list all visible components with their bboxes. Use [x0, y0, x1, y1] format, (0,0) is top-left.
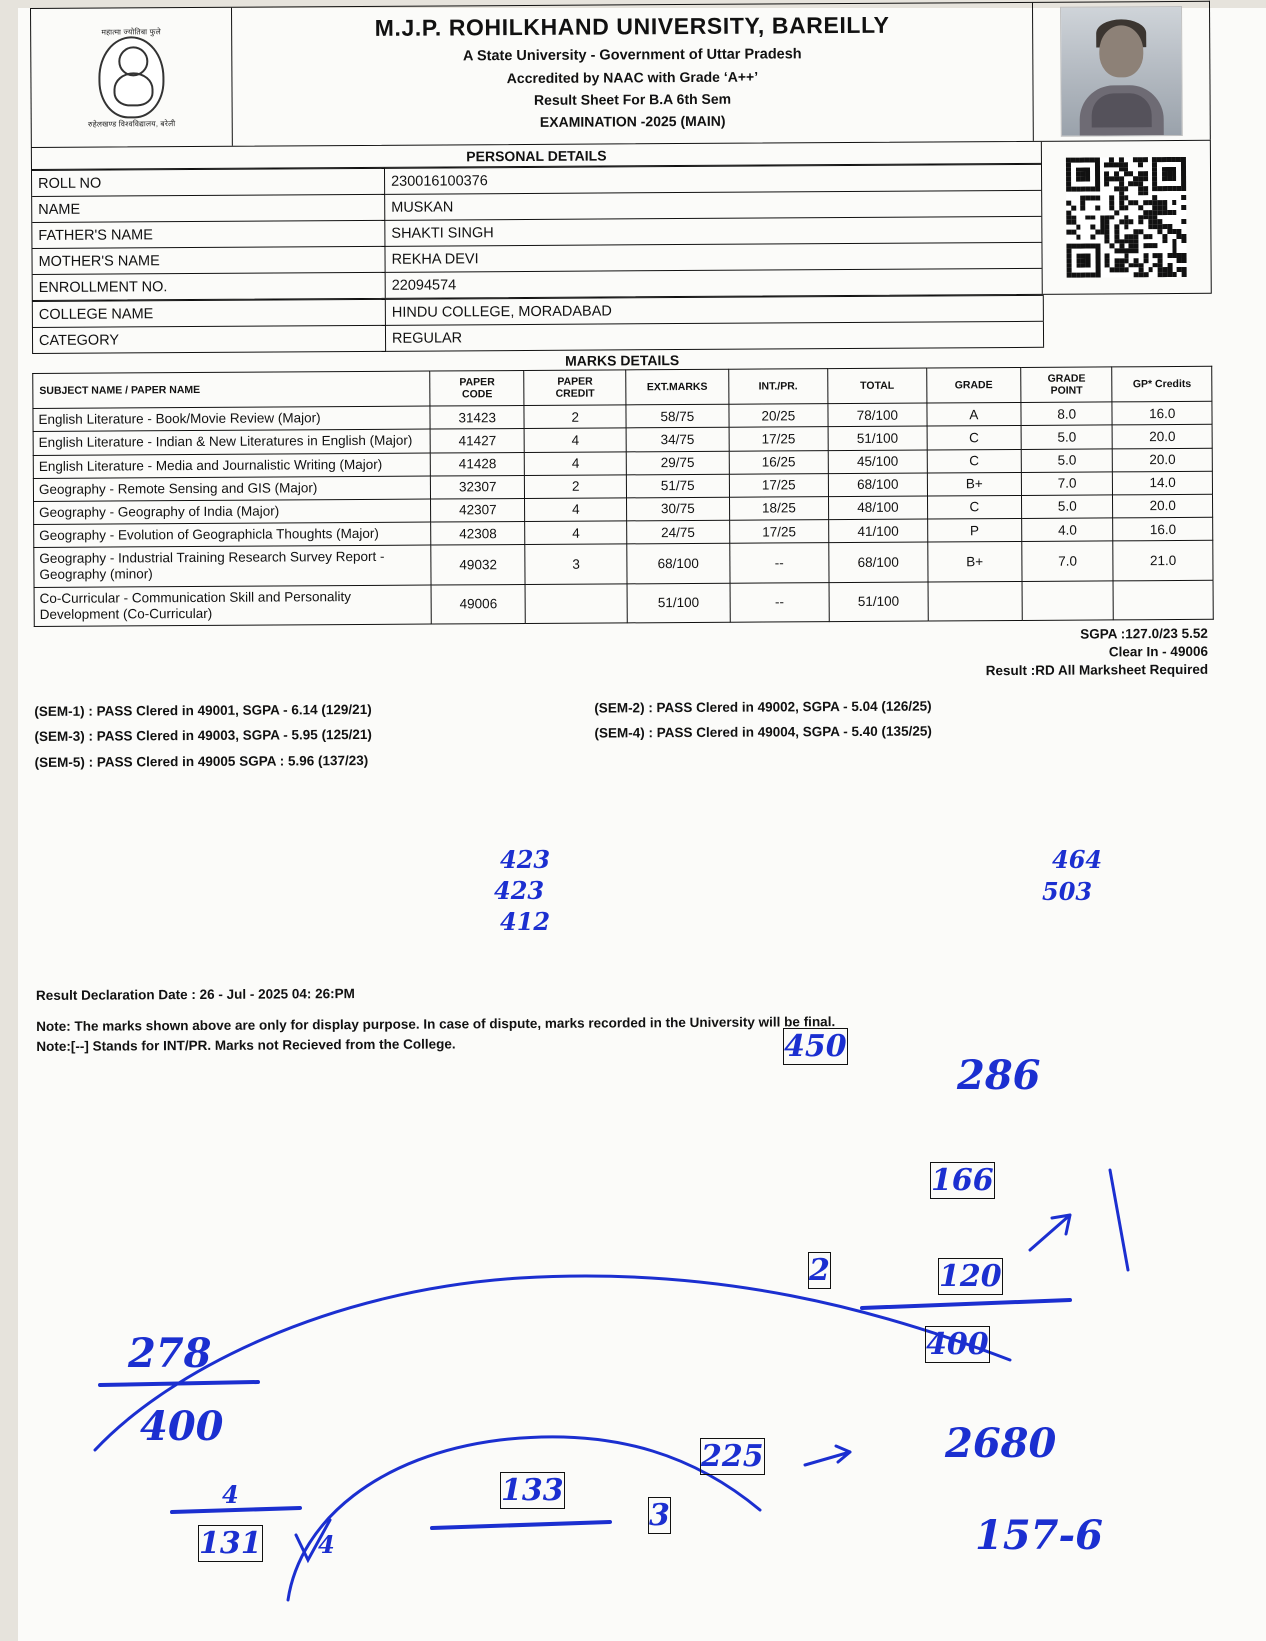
document-page — [30, 1, 1216, 1057]
handwritten-note: 464 — [1052, 845, 1103, 874]
result-status: Result :RD All Marksheet Required — [985, 662, 1209, 679]
handwritten-note: 120 — [939, 1259, 1002, 1294]
grade: A — [927, 403, 1022, 427]
handwritten-note: 450 — [784, 1029, 847, 1064]
field-value: 22094574 — [385, 268, 1042, 298]
grade: B+ — [927, 542, 1022, 582]
field-label: ENROLLMENT NO. — [33, 272, 386, 300]
subject-name: Geography - Remote Sensing and GIS (Major) — [33, 476, 430, 502]
int-marks: 18/25 — [729, 497, 829, 521]
marks-details-table — [32, 366, 1214, 627]
personal-details-table-wrap — [32, 142, 1043, 300]
subject-name: English Literature - Book/Movie Review (Major) — [33, 406, 430, 432]
gp-credits: 14.0 — [1113, 471, 1213, 495]
subject-name: Co-Curricular - Communication Skill and Personality Development (Co-Curricular) — [34, 585, 431, 627]
sem-4: (SEM-4) : PASS Clered in 49004, SGPA - 5.40 (135/25) — [594, 723, 932, 741]
grade: C — [927, 426, 1022, 450]
sem-2: (SEM-2) : PASS Clered in 49002, SGPA - 5.04 (126/25) — [594, 698, 932, 716]
grade: B+ — [927, 472, 1022, 496]
paper-credit: 4 — [525, 428, 627, 452]
scan-edge-left — [0, 0, 18, 1641]
grade: C — [927, 495, 1022, 519]
paper-credit: 2 — [524, 405, 626, 429]
field-label: COLLEGE NAME — [32, 299, 385, 327]
int-marks: -- — [730, 582, 830, 622]
university-subtitle: A State University - Government of Uttar Pradesh — [462, 46, 802, 65]
paper-credit: 4 — [525, 498, 627, 522]
col-gp-credits: GP* Credits — [1112, 366, 1212, 402]
paper-credit: 2 — [525, 475, 627, 499]
grade-point: 7.0 — [1022, 541, 1114, 581]
gp-credits: 20.0 — [1113, 448, 1213, 472]
gp-credits — [1113, 580, 1213, 620]
qr-code-cell — [1042, 141, 1211, 294]
photo-head — [1099, 25, 1143, 77]
handwritten-note: 423 — [494, 876, 545, 905]
clear-in-value: Clear In - 49006 — [1108, 644, 1208, 660]
handwritten-note: 278 — [128, 1330, 212, 1377]
result-sheet-line: Result Sheet For B.A 6th Sem — [533, 90, 732, 108]
marks-details-title: MARKS DETAILS — [565, 352, 680, 369]
sem-3: (SEM-3) : PASS Clered in 49003, SGPA - 5.95 (125/21) — [34, 727, 372, 745]
university-logo-cell — [31, 8, 233, 147]
grade-point: 7.0 — [1021, 472, 1113, 496]
qr-code — [1066, 157, 1187, 278]
ext-marks: 51/100 — [627, 583, 730, 623]
col-ext-marks: EXT.MARKS — [626, 369, 729, 405]
ext-marks: 68/100 — [627, 543, 730, 583]
subject-name: Geography - Geography of India (Major) — [34, 499, 431, 525]
field-value: REKHA DEVI — [385, 242, 1042, 272]
handwritten-note: 4 — [222, 1480, 239, 1509]
col-total: TOTAL — [828, 368, 927, 404]
paper-code: 42307 — [431, 498, 526, 522]
ext-marks: 34/75 — [626, 428, 729, 452]
field-value: 230016100376 — [384, 164, 1041, 194]
grade-point — [1022, 581, 1114, 621]
examination-line: EXAMINATION -2025 (MAIN) — [539, 112, 726, 130]
int-marks: -- — [729, 543, 829, 583]
gp-credits: 20.0 — [1113, 425, 1213, 449]
grade: P — [927, 519, 1022, 543]
int-marks: 17/25 — [729, 473, 829, 497]
subject-name: English Literature - Indian & New Literatures in English (Major) — [33, 429, 430, 455]
logo-hindi-top: महात्मा ज्योतिबा फुले — [101, 26, 161, 37]
photo-scarf — [1092, 93, 1152, 127]
header-titles — [232, 3, 1034, 146]
grade-point: 5.0 — [1021, 448, 1113, 472]
total-marks: 68/100 — [829, 542, 928, 582]
handwritten-note: 131 — [199, 1526, 262, 1561]
personal-details-block — [31, 140, 1212, 301]
total-marks: 41/100 — [829, 519, 928, 543]
note-display-purpose: Note: The marks shown above are only for display purpose. In case of dispute, marks recorded in the University will be final. — [36, 1013, 836, 1034]
paper-code: 49032 — [431, 545, 526, 585]
paper-code: 49006 — [431, 584, 526, 624]
field-label: NAME — [32, 194, 385, 222]
handwritten-note: 503 — [1042, 877, 1093, 906]
handwritten-note: 133 — [501, 1473, 564, 1508]
personal-details-table — [32, 164, 1042, 300]
total-marks: 45/100 — [828, 450, 927, 474]
ext-marks: 58/75 — [626, 404, 729, 428]
ext-marks: 29/75 — [626, 451, 729, 475]
grade — [928, 581, 1023, 621]
previous-semesters — [34, 691, 1214, 775]
col-int-pr: INT./PR. — [728, 369, 828, 405]
sem-1: (SEM-1) : PASS Clered in 49001, SGPA - 6.14 (129/21) — [34, 701, 372, 719]
handwritten-note: 2680 — [945, 1420, 1057, 1467]
field-label: CATEGORY — [32, 325, 385, 353]
grade-point: 5.0 — [1021, 425, 1113, 449]
paper-code: 41428 — [430, 452, 525, 476]
university-logo — [85, 18, 178, 137]
field-value: MUSKAN — [385, 190, 1042, 220]
subject-name: Geography - Industrial Training Research Survey Report - Geography (minor) — [34, 545, 431, 587]
grade: C — [927, 449, 1022, 473]
handwritten-note: 286 — [957, 1052, 1041, 1099]
ext-marks: 30/75 — [627, 497, 730, 521]
student-photo — [1060, 6, 1183, 137]
int-marks: 17/25 — [729, 427, 829, 451]
field-label: FATHER'S NAME — [32, 220, 385, 248]
paper-credit: 3 — [525, 544, 627, 584]
total-marks: 51/100 — [828, 426, 927, 450]
int-marks: 20/25 — [729, 404, 829, 428]
sgpa-value: SGPA :127.0/23 5.52 — [1080, 625, 1208, 642]
result-declaration-date: Result Declaration Date : 26 - Jul - 2025 04: 26:PM — [35, 985, 355, 1003]
personal-details-title: PERSONAL DETAILS — [32, 142, 1041, 170]
sgpa-summary — [34, 625, 1214, 687]
handwritten-note: 400 — [140, 1403, 224, 1450]
document-header — [30, 1, 1211, 147]
total-marks: 48/100 — [829, 496, 928, 520]
int-marks: 17/25 — [729, 520, 829, 544]
personal-details-table-wide — [32, 295, 1044, 354]
handwritten-note: 157-6 — [975, 1512, 1103, 1559]
paper-code: 32307 — [430, 475, 525, 499]
subject-name: Geography - Evolution of Geographicla Thoughts (Major) — [34, 522, 431, 548]
gp-credits: 16.0 — [1112, 401, 1212, 425]
paper-credit: 4 — [525, 521, 627, 545]
university-name: M.J.P. ROHILKHAND UNIVERSITY, BAREILLY — [374, 11, 890, 41]
emblem-icon — [98, 36, 164, 118]
col-grade: GRADE — [926, 367, 1021, 403]
table-row — [34, 580, 1213, 627]
paper-code: 31423 — [430, 406, 525, 430]
grade-point: 5.0 — [1022, 495, 1114, 519]
handwritten-note: 3 — [649, 1498, 670, 1533]
paper-code: 41427 — [430, 429, 525, 453]
gp-credits: 21.0 — [1113, 541, 1213, 581]
field-value: REGULAR — [385, 321, 1043, 351]
field-value: HINDU COLLEGE, MORADABAD — [385, 295, 1043, 325]
table-row — [32, 321, 1043, 353]
handwritten-note: 225 — [701, 1439, 764, 1474]
grade-point: 8.0 — [1021, 402, 1113, 426]
col-grade-point: GRADE POINT — [1021, 367, 1113, 403]
handwritten-note: 2 — [809, 1253, 830, 1288]
int-marks: 16/25 — [729, 450, 829, 474]
grade-point: 4.0 — [1022, 518, 1114, 542]
student-photo-cell — [1033, 2, 1210, 141]
gp-credits: 20.0 — [1113, 494, 1213, 518]
accreditation-line: Accredited by NAAC with Grade ‘A++’ — [506, 68, 759, 87]
handwritten-note: 423 — [500, 845, 551, 874]
handwritten-note: 400 — [926, 1327, 989, 1362]
subject-name: English Literature - Media and Journalistic Writing (Major) — [33, 453, 430, 479]
logo-hindi-bottom: रुहेलखण्ड विश्वविद्यालय, बरेली — [87, 119, 176, 129]
handwritten-note: 4 — [318, 1530, 335, 1559]
col-paper-credit: PAPER CREDIT — [524, 370, 626, 406]
ext-marks: 24/75 — [627, 520, 730, 544]
sem-5: (SEM-5) : PASS Clered in 49005 SGPA : 5.96 (137/23) — [34, 752, 369, 770]
gp-credits: 16.0 — [1113, 517, 1213, 541]
col-paper-code: PAPER CODE — [430, 370, 525, 406]
paper-credit — [526, 583, 628, 623]
total-marks: 68/100 — [828, 473, 927, 497]
field-label: MOTHER'S NAME — [32, 246, 385, 274]
paper-credit: 4 — [525, 451, 627, 475]
ext-marks: 51/75 — [626, 474, 729, 498]
col-subject: SUBJECT NAME / PAPER NAME — [33, 371, 430, 409]
handwritten-note: 412 — [500, 907, 551, 936]
field-value: SHAKTI SINGH — [385, 216, 1042, 246]
notes-block — [36, 1009, 1216, 1057]
total-marks: 78/100 — [828, 403, 927, 427]
note-int-pr: Note:[--] Stands for INT/PR. Marks not Recieved from the College. — [36, 1036, 456, 1054]
paper-code: 42308 — [431, 522, 526, 546]
total-marks: 51/100 — [829, 582, 928, 622]
field-label: ROLL NO — [32, 168, 385, 196]
handwritten-note: 166 — [931, 1163, 994, 1198]
